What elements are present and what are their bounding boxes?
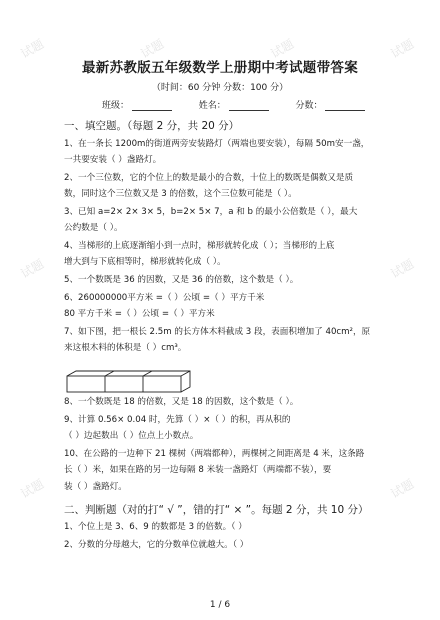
question-6-line-2: 80 平方千米 =（ ）公顷 =（ ）平方米 [64, 309, 215, 319]
question-9-line-1: 9、计算 0.56× 0.04 时，先算（ ）×（ ）的积，再从积的 [64, 415, 291, 425]
watermark: 试题 [268, 36, 297, 61]
class-blank[interactable] [132, 101, 172, 111]
student-info-row [102, 98, 365, 111]
watermark: 试题 [18, 256, 47, 281]
question-3-line-2: 公约数是（ ）。 [64, 223, 123, 233]
question-3-line-1: 3、已知 a=2× 2× 3× 5，b=2× 5× 7，a 和 b 的最小公倍数是（ ），最大 [64, 207, 358, 217]
cuboid-wood-figure [66, 370, 192, 394]
score-blank[interactable] [325, 101, 365, 111]
name-blank[interactable] [229, 101, 269, 111]
watermark: 试题 [18, 476, 47, 501]
section-true-false-heading: 二、判断题（对的打“ √ ”，错的打“ × ”。每题 2 分，共 10 分） [64, 504, 369, 516]
score-label: 分数： [295, 101, 323, 111]
question-10-line-1: 10、在公路的一边种下 21 棵树（两端都种），两棵树之间距离是 4 米，这条路 [64, 449, 365, 459]
question-5: 5、一个数既是 36 的因数，又是 36 的倍数，这个数是（ ）。 [64, 275, 299, 285]
question-4-line-2: 增大到与下底相等时，梯形就转化成（ ）。 [64, 257, 226, 267]
question-2-line-2: 数，同时这个三位数又是 3 的倍数，这个三位数可能是（ ）。 [64, 189, 297, 199]
question-7-line-1: 7、如下图，把一根长 2.5m 的长方体木料截成 3 段，表面积增加了 40cm²，原 [64, 327, 371, 337]
class-label: 班级： [102, 101, 130, 111]
question-6-line-1: 6、260000000平方米 =（ ）公顷 =（ ）平方千米 [64, 293, 265, 303]
question-7-line-2: 来这根木料的体积是（ ）cm³。 [64, 343, 187, 353]
judge-2: 2、分数的分母越大，它的分数单位就越大。（ ） [64, 540, 249, 550]
question-10-line-3: 装（ ）盏路灯。 [64, 482, 127, 492]
page-title: 最新苏教版五年级数学上册期中考试题带答案 [82, 60, 358, 76]
time-score-info: （时间：60 分钟 分数：100 分） [151, 83, 289, 93]
section-fill-in-heading: 一、填空题。（每题 2 分，共 20 分） [64, 120, 240, 132]
question-4-line-1: 4、当梯形的上底逐渐缩小到一点时，梯形就转化成（ ）；当梯形的上底 [64, 241, 335, 251]
judge-1: 1、个位上是 3、6、9 的数都是 3 的倍数。（ ） [64, 522, 247, 532]
watermark: 试题 [138, 36, 167, 61]
watermark: 试题 [18, 36, 47, 61]
watermark: 试题 [388, 476, 417, 501]
question-10-line-2: 长（ ）米，如果在路的另一边每隔 8 米装一盏路灯（两端都不装），要 [64, 465, 332, 475]
question-2-line-1: 2、一个三位数，它的个位上的数是最小的合数，十位上的数既是偶数又是质 [64, 173, 354, 183]
question-9-line-2: （ ）边起数出（ ）位点上小数点。 [64, 431, 199, 441]
watermark: 试题 [388, 36, 417, 61]
question-1-line-2: 一共要安装（ ）盏路灯。 [64, 155, 162, 165]
question-1-line-1: 1、在一条长 1200m的街道两旁安装路灯（两端也要安装），每隔 50m安一盏， [64, 139, 370, 149]
name-label: 姓名： [198, 101, 226, 111]
question-8: 8、一个数既是 18 的倍数，又是 18 的因数，这个数是（ ）。 [64, 397, 299, 407]
watermark: 试题 [388, 256, 417, 281]
page-number: 1 / 6 [209, 600, 231, 610]
